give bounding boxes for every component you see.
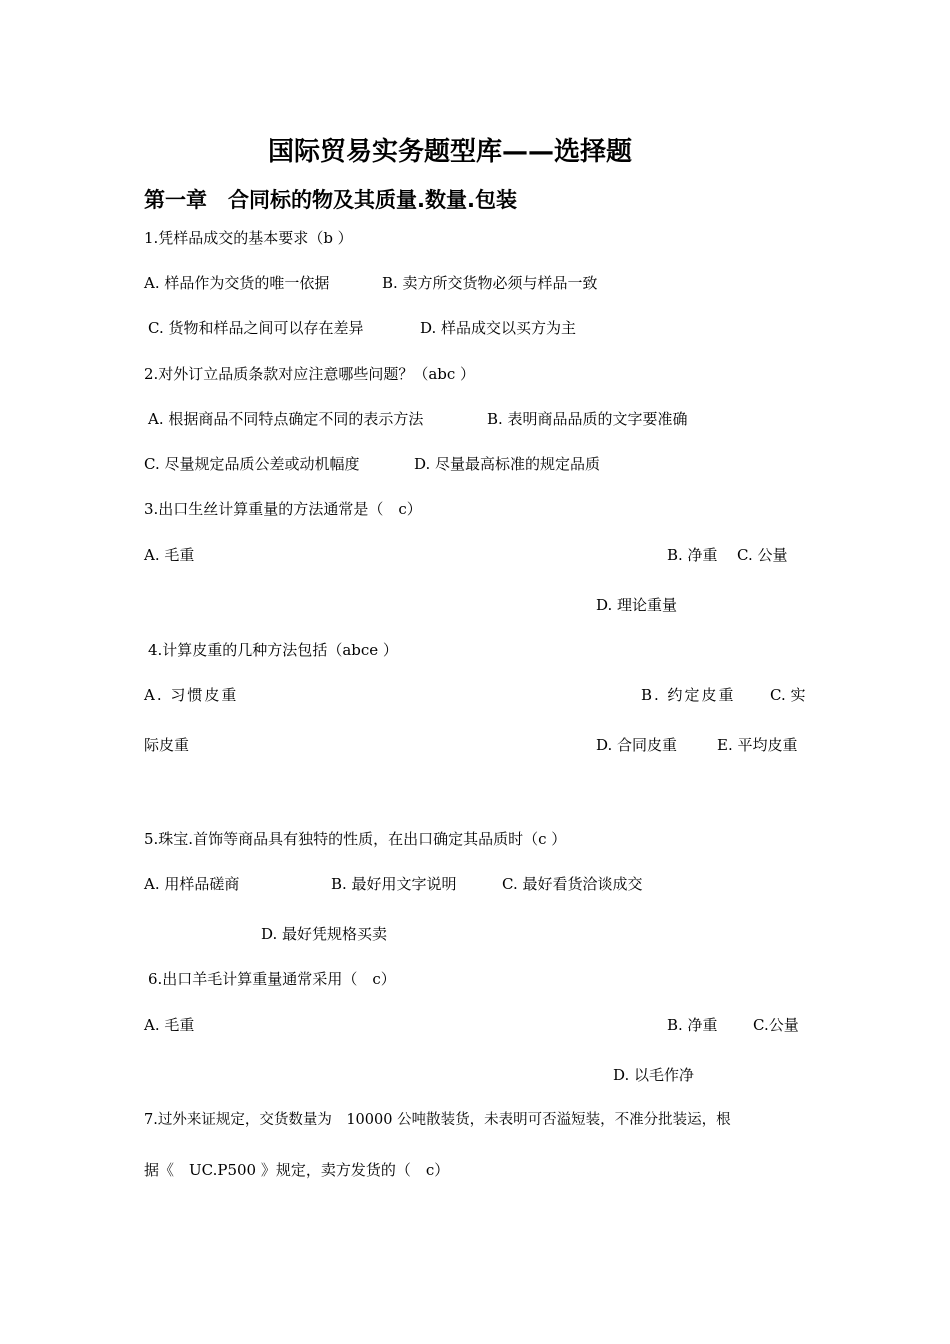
chapter-heading: 第一章 合同标的物及其质量.数量.包装 [144,188,517,212]
question-5: 5.珠宝.首饰等商品具有独特的性质，在出口确定其品质时（c ） [144,830,567,848]
question-7: 7.过外来证规定，交货数量为 10000 公吨散装货，未表明可否溢短装，不准分批装运，根 [144,1112,731,1128]
q4-option-b: B. 约定皮重 [641,686,736,704]
q1-option-a: A. 样品作为交货的唯一依据 [144,274,330,292]
q6-option-b: B. 净重 [667,1016,718,1034]
question-6: 6.出口羊毛计算重量通常采用（ c） [148,970,396,988]
q6-option-d: D. 以毛作净 [613,1066,695,1084]
q5-option-d: D. 最好凭规格买卖 [261,925,388,943]
question-7-continued: 据《 UC.P500 》规定，卖方发货的（ c） [144,1161,450,1179]
q1-option-b: B. 卖方所交货物必须与样品一致 [382,274,598,292]
q3-option-b: B. 净重 [667,546,718,564]
question-2: 2.对外订立品质条款对应注意哪些问题？（abc ） [144,365,476,383]
q3-option-d: D. 理论重量 [596,596,678,614]
q6-option-c: C.公量 [753,1016,799,1034]
q2-option-c: C. 尽量规定品质公差或动机幅度 [144,455,360,473]
q4-option-c: C. 实 [770,686,806,704]
q4-option-d: D. 合同皮重 [596,736,678,754]
q1-option-c: C. 货物和样品之间可以存在差异 [148,319,364,337]
q4-option-e: E. 平均皮重 [717,736,798,754]
q2-option-b: B. 表明商品品质的文字要准确 [487,410,688,428]
document-title: 国际贸易实务题型库——选择题 [268,137,633,167]
q2-option-a: A. 根据商品不同特点确定不同的表示方法 [148,410,424,428]
q4-option-c-continued: 际皮重 [144,736,190,754]
q5-option-a: A. 用样品磋商 [144,875,240,893]
q3-option-c: C. 公量 [737,546,788,564]
q4-option-a: A. 习惯皮重 [144,686,239,704]
q6-option-a: A. 毛重 [144,1016,195,1034]
q1-option-d: D. 样品成交以买方为主 [420,319,577,337]
q3-option-a: A. 毛重 [144,546,195,564]
question-1: 1.凭样品成交的基本要求（b ） [144,229,353,247]
question-3: 3.出口生丝计算重量的方法通常是（ c） [144,500,422,518]
q2-option-d: D. 尽量最高标准的规定品质 [414,455,601,473]
question-4: 4.计算皮重的几种方法包括（abce ） [148,641,398,659]
q5-option-c: C. 最好看货洽谈成交 [502,875,643,893]
q5-option-b: B. 最好用文字说明 [331,875,457,893]
